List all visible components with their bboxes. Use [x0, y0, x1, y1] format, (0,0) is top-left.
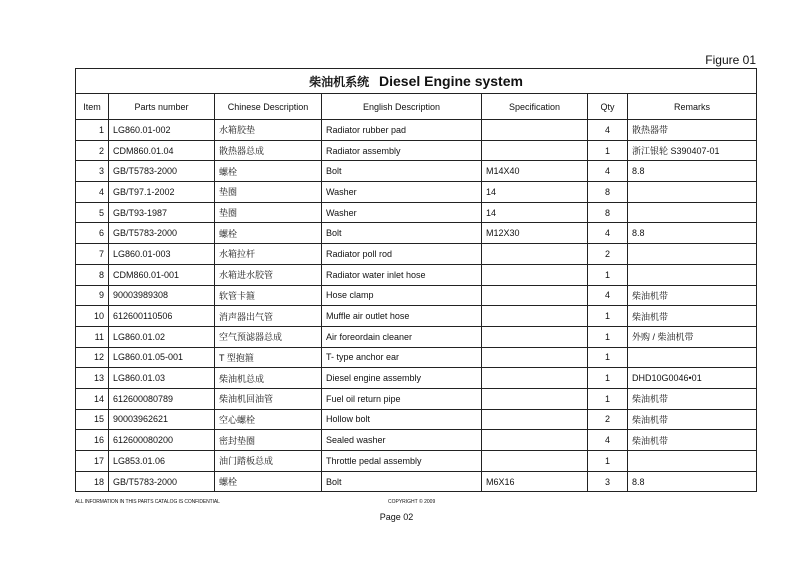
title-chinese: 柴油机系统 — [309, 74, 370, 89]
cell-qty: 1 — [588, 347, 628, 368]
table-title-row — [76, 69, 757, 94]
cell-english-description: Air foreordain cleaner — [322, 326, 482, 347]
cell-parts-number: 612600080789 — [109, 388, 215, 409]
cell-qty: 3 — [588, 471, 628, 492]
cell-parts-number: LG860.01-002 — [109, 120, 215, 141]
cell-english-description: Sealed washer — [322, 430, 482, 451]
col-header-remarks: Remarks — [628, 94, 757, 120]
cell-parts-number: 90003962621 — [109, 409, 215, 430]
cell-parts-number: GB/T5783-2000 — [109, 161, 215, 182]
cell-remarks: 8.8 — [628, 161, 757, 182]
cell-parts-number: LG860.01.05-001 — [109, 347, 215, 368]
cell-chinese-description: 消声器出气管 — [215, 306, 322, 327]
cell-chinese-description: 水箱胶垫 — [215, 120, 322, 141]
table-title — [76, 69, 757, 94]
cell-english-description: Bolt — [322, 223, 482, 244]
copyright-notice: COPYRIGHT © 2009 — [388, 499, 436, 505]
table-row — [76, 285, 757, 306]
cell-chinese-description: 密封垫圈 — [215, 430, 322, 451]
cell-remarks: 柴油机带 — [628, 306, 757, 327]
cell-chinese-description: T 型抱箍 — [215, 347, 322, 368]
cell-chinese-description: 水箱拉杆 — [215, 244, 322, 265]
cell-qty: 4 — [588, 430, 628, 451]
cell-specification — [482, 264, 588, 285]
cell-chinese-description: 螺栓 — [215, 161, 322, 182]
cell-english-description: Bolt — [322, 161, 482, 182]
cell-specification — [482, 368, 588, 389]
table-row — [76, 120, 757, 141]
cell-specification — [482, 244, 588, 265]
cell-specification — [482, 120, 588, 141]
cell-remarks — [628, 264, 757, 285]
col-header-chinese-description: Chinese Description — [215, 94, 322, 120]
cell-specification — [482, 140, 588, 161]
table-row — [76, 223, 757, 244]
table-row — [76, 451, 757, 472]
cell-english-description: Throttle pedal assembly — [322, 451, 482, 472]
cell-parts-number: GB/T5783-2000 — [109, 223, 215, 244]
cell-qty: 4 — [588, 285, 628, 306]
col-header-english-description: English Description — [322, 94, 482, 120]
cell-remarks: 浙江银轮 S390407-01 — [628, 140, 757, 161]
cell-remarks: 柴油机带 — [628, 409, 757, 430]
cell-specification — [482, 430, 588, 451]
cell-remarks: 柴油机带 — [628, 285, 757, 306]
table-row — [76, 244, 757, 265]
cell-qty: 2 — [588, 244, 628, 265]
cell-specification — [482, 347, 588, 368]
cell-specification: M12X30 — [482, 223, 588, 244]
table-row — [76, 347, 757, 368]
table-row — [76, 264, 757, 285]
cell-parts-number: 612600110506 — [109, 306, 215, 327]
cell-item: 17 — [76, 451, 109, 472]
cell-specification: 14 — [482, 202, 588, 223]
cell-english-description: T- type anchor ear — [322, 347, 482, 368]
cell-specification — [482, 326, 588, 347]
cell-specification — [482, 409, 588, 430]
cell-remarks: 柴油机带 — [628, 388, 757, 409]
cell-parts-number: GB/T93-1987 — [109, 202, 215, 223]
cell-specification: M6X16 — [482, 471, 588, 492]
table-row — [76, 430, 757, 451]
cell-item: 1 — [76, 120, 109, 141]
cell-qty: 1 — [588, 451, 628, 472]
cell-item: 4 — [76, 182, 109, 203]
cell-english-description: Radiator water inlet hose — [322, 264, 482, 285]
cell-parts-number: LG860.01.03 — [109, 368, 215, 389]
cell-specification — [482, 285, 588, 306]
cell-specification: M14X40 — [482, 161, 588, 182]
cell-english-description: Bolt — [322, 471, 482, 492]
table-row — [76, 161, 757, 182]
cell-specification — [482, 451, 588, 472]
cell-chinese-description: 螺栓 — [215, 471, 322, 492]
cell-item: 13 — [76, 368, 109, 389]
cell-item: 7 — [76, 244, 109, 265]
cell-item: 12 — [76, 347, 109, 368]
cell-english-description: Muffle air outlet hose — [322, 306, 482, 327]
table-body — [76, 120, 757, 492]
cell-parts-number: CDM860.01.04 — [109, 140, 215, 161]
table-row — [76, 471, 757, 492]
figure-label: Figure 01 — [705, 53, 756, 67]
confidential-notice: ALL INFORMATION IN THIS PARTS CATALOG IS CONFIDENTIAL — [75, 499, 220, 505]
cell-remarks — [628, 451, 757, 472]
cell-item: 11 — [76, 326, 109, 347]
table-row — [76, 182, 757, 203]
cell-english-description: Hose clamp — [322, 285, 482, 306]
cell-parts-number: LG860.01.02 — [109, 326, 215, 347]
cell-item: 18 — [76, 471, 109, 492]
cell-english-description: Hollow bolt — [322, 409, 482, 430]
cell-qty: 4 — [588, 161, 628, 182]
cell-qty: 1 — [588, 140, 628, 161]
cell-remarks — [628, 202, 757, 223]
col-header-qty: Qty — [588, 94, 628, 120]
cell-parts-number: GB/T5783-2000 — [109, 471, 215, 492]
cell-specification: 14 — [482, 182, 588, 203]
cell-chinese-description: 空气预滤器总成 — [215, 326, 322, 347]
cell-english-description: Radiator assembly — [322, 140, 482, 161]
cell-remarks: DHD10G0046•01 — [628, 368, 757, 389]
table-row — [76, 202, 757, 223]
cell-chinese-description: 空心螺栓 — [215, 409, 322, 430]
cell-item: 8 — [76, 264, 109, 285]
cell-qty: 1 — [588, 388, 628, 409]
cell-chinese-description: 垫圈 — [215, 202, 322, 223]
cell-remarks: 柴油机带 — [628, 430, 757, 451]
cell-item: 10 — [76, 306, 109, 327]
cell-qty: 8 — [588, 182, 628, 203]
cell-english-description: Washer — [322, 202, 482, 223]
cell-item: 16 — [76, 430, 109, 451]
cell-chinese-description: 垫圈 — [215, 182, 322, 203]
cell-item: 5 — [76, 202, 109, 223]
title-english: Diesel Engine system — [379, 72, 523, 89]
table-row — [76, 140, 757, 161]
table-row — [76, 368, 757, 389]
cell-item: 6 — [76, 223, 109, 244]
cell-english-description: Fuel oil return pipe — [322, 388, 482, 409]
cell-parts-number: CDM860.01-001 — [109, 264, 215, 285]
cell-item: 2 — [76, 140, 109, 161]
col-header-parts-number: Parts number — [109, 94, 215, 120]
cell-chinese-description: 柴油机回油管 — [215, 388, 322, 409]
table-row — [76, 388, 757, 409]
cell-specification — [482, 388, 588, 409]
table-row — [76, 326, 757, 347]
col-header-specification: Specification — [482, 94, 588, 120]
cell-english-description: Washer — [322, 182, 482, 203]
cell-parts-number: GB/T97.1-2002 — [109, 182, 215, 203]
cell-chinese-description: 螺栓 — [215, 223, 322, 244]
cell-qty: 2 — [588, 409, 628, 430]
cell-remarks: 散热器带 — [628, 120, 757, 141]
table-row — [76, 409, 757, 430]
cell-parts-number: 612600080200 — [109, 430, 215, 451]
col-header-item: Item — [76, 94, 109, 120]
cell-chinese-description: 油门踏板总成 — [215, 451, 322, 472]
cell-item: 15 — [76, 409, 109, 430]
cell-qty: 4 — [588, 120, 628, 141]
cell-qty: 1 — [588, 264, 628, 285]
cell-chinese-description: 水箱进水胶管 — [215, 264, 322, 285]
cell-qty: 1 — [588, 306, 628, 327]
parts-table — [75, 68, 757, 492]
cell-remarks: 8.8 — [628, 223, 757, 244]
cell-parts-number: LG860.01-003 — [109, 244, 215, 265]
cell-specification — [482, 306, 588, 327]
cell-qty: 1 — [588, 368, 628, 389]
cell-item: 14 — [76, 388, 109, 409]
cell-item: 9 — [76, 285, 109, 306]
cell-parts-number: 90003989308 — [109, 285, 215, 306]
cell-english-description: Diesel engine assembly — [322, 368, 482, 389]
cell-parts-number: LG853.01.06 — [109, 451, 215, 472]
cell-remarks — [628, 182, 757, 203]
cell-remarks: 外购 / 柴油机带 — [628, 326, 757, 347]
cell-remarks: 8.8 — [628, 471, 757, 492]
page-number: Page 02 — [379, 512, 414, 522]
cell-chinese-description: 散热器总成 — [215, 140, 322, 161]
cell-remarks — [628, 347, 757, 368]
cell-qty: 8 — [588, 202, 628, 223]
cell-remarks — [628, 244, 757, 265]
column-header-row — [76, 94, 757, 120]
cell-qty: 4 — [588, 223, 628, 244]
cell-qty: 1 — [588, 326, 628, 347]
cell-chinese-description: 柴油机总成 — [215, 368, 322, 389]
table-row — [76, 306, 757, 327]
cell-chinese-description: 软管卡箍 — [215, 285, 322, 306]
cell-item: 3 — [76, 161, 109, 182]
cell-english-description: Radiator rubber pad — [322, 120, 482, 141]
cell-english-description: Radiator poll rod — [322, 244, 482, 265]
